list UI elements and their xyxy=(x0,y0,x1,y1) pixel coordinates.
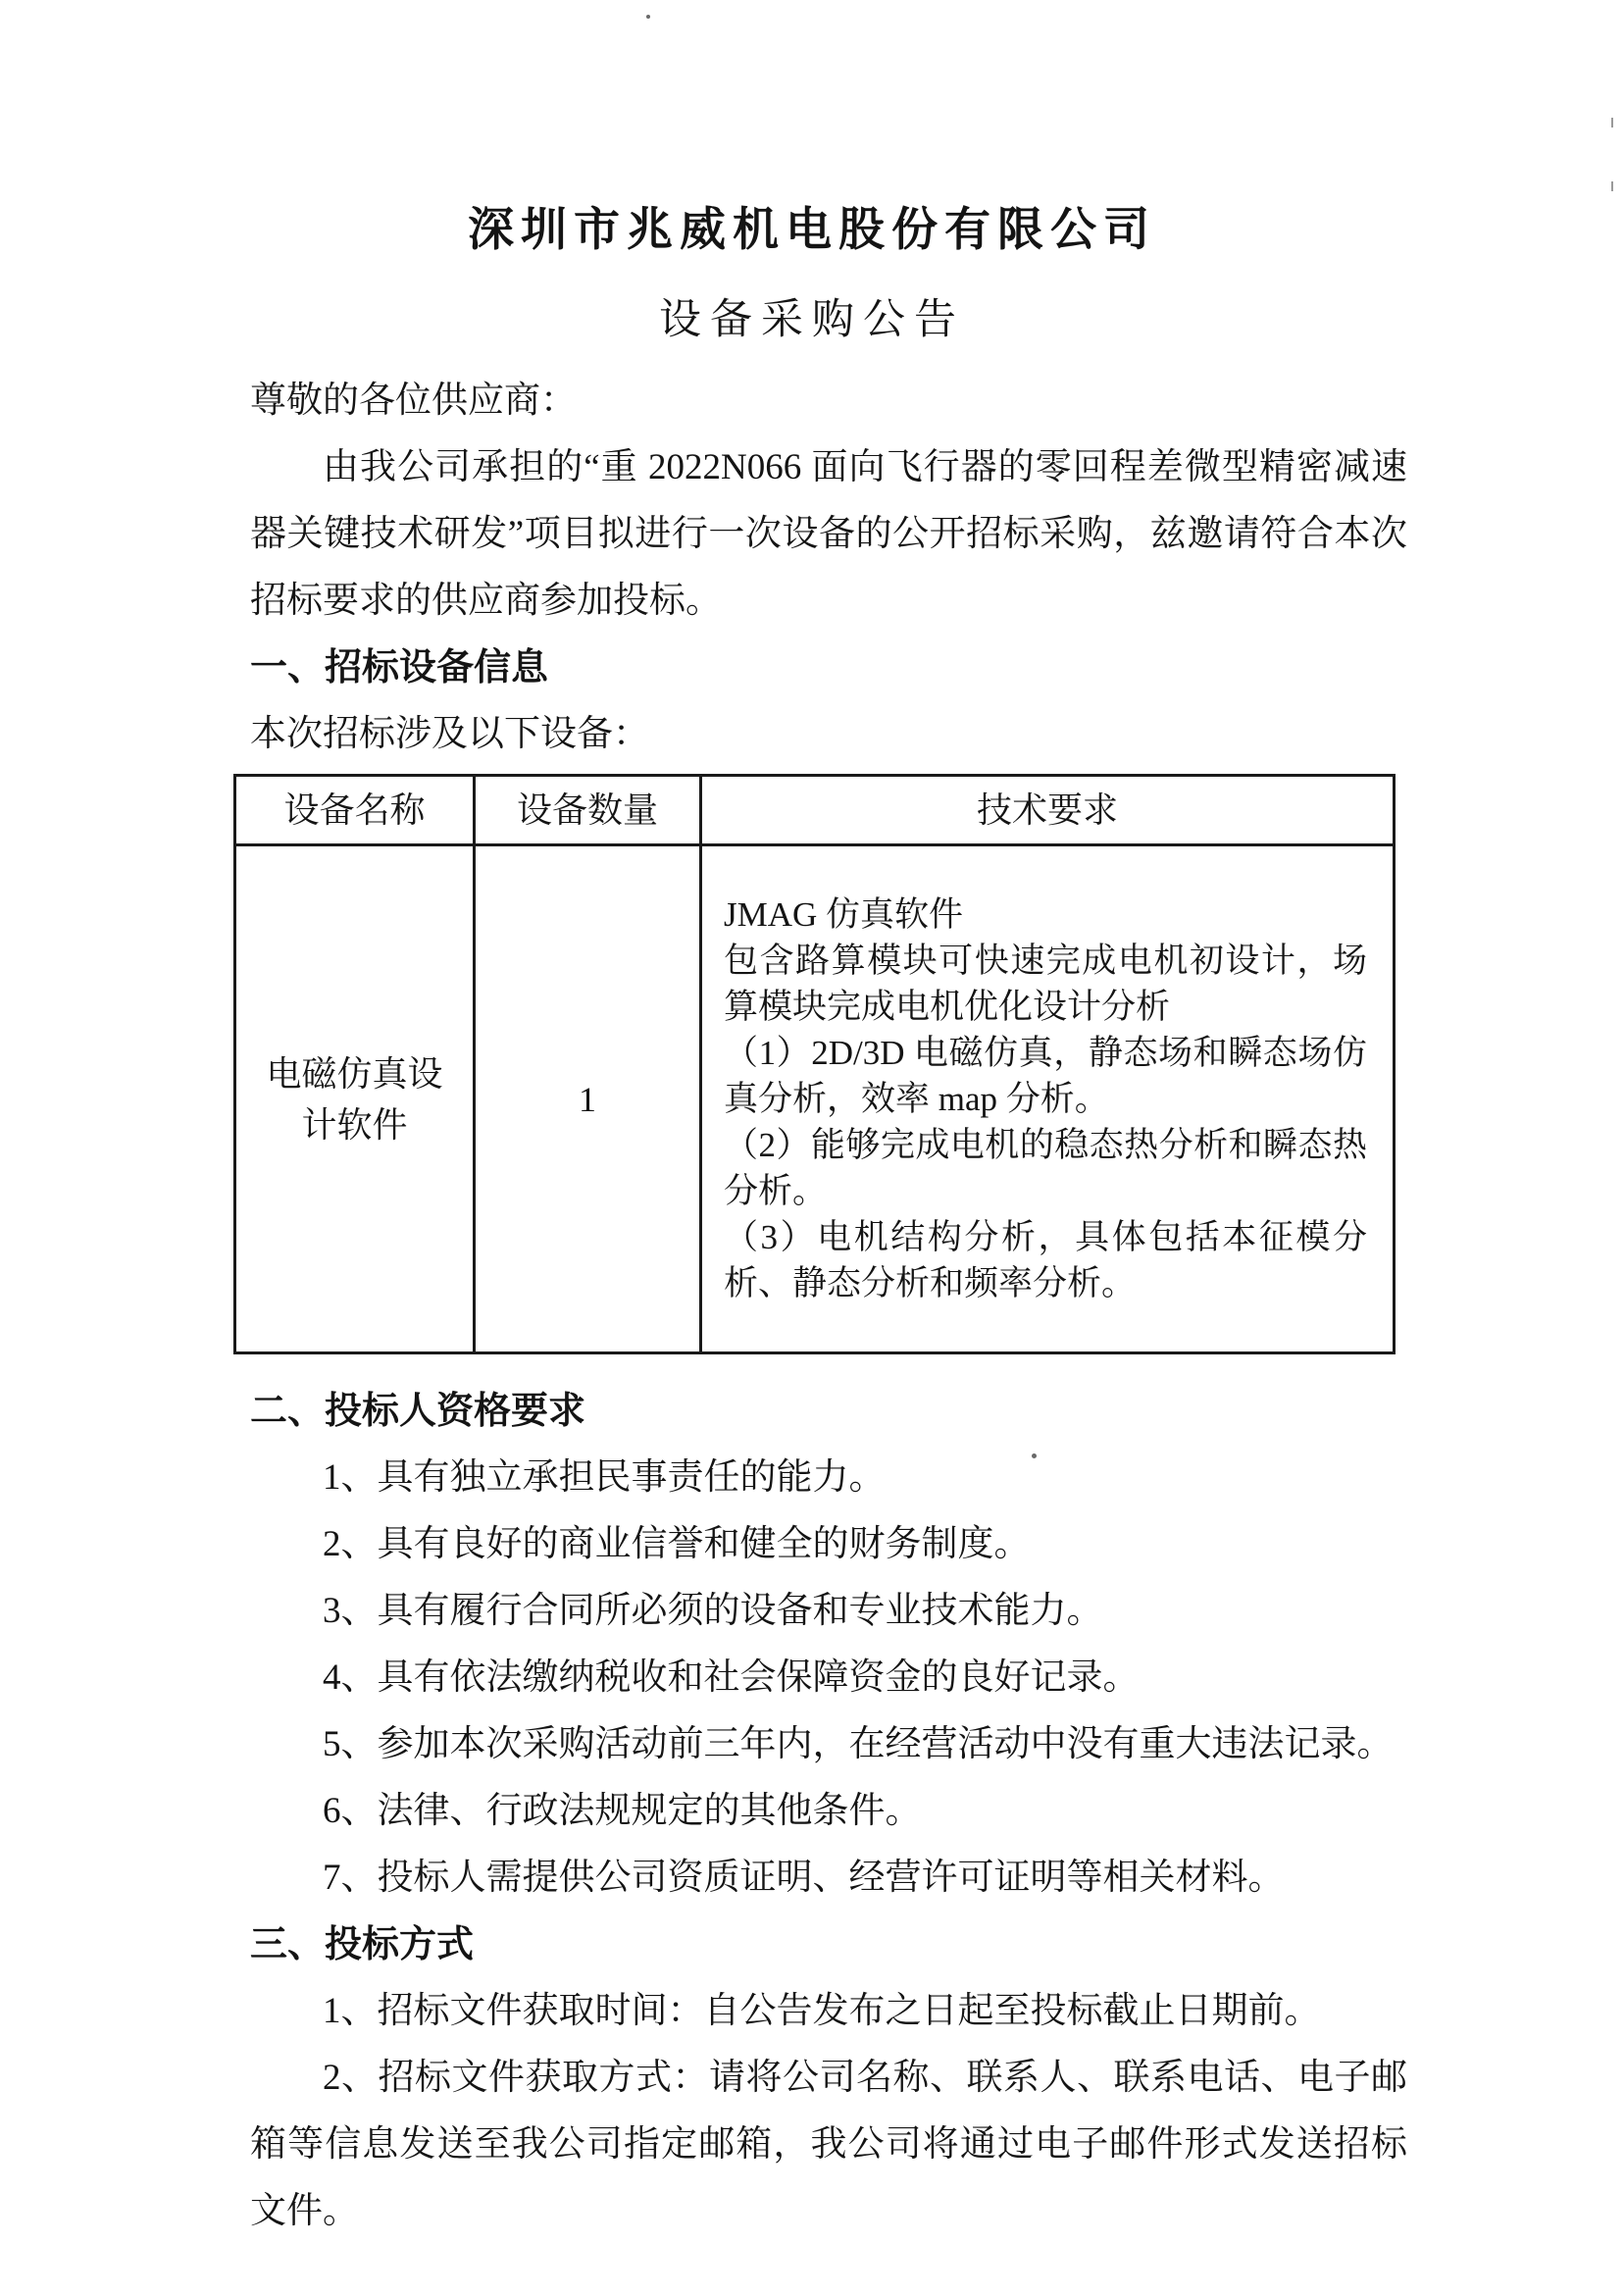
intro-paragraph: 由我公司承担的“重 2022N066 面向飞行器的零回程差微型精密减速器关键技术研发”项目拟进行一次设备的公开招标采购，兹邀请符合本次招标要求的供应商参加投标。 xyxy=(250,447,1407,621)
qualification-item-3: 3、具有履行合同所必须的设备和专业技术能力。 xyxy=(323,1591,1103,1631)
table-lead-text: 本次招标涉及以下设备： xyxy=(250,714,649,754)
equipment-name-cell: 电磁仿真设计软件 xyxy=(235,845,475,1353)
bidding-item-1: 1、招标文件获取时间：自公告发布之日起至投标截止日期前。 xyxy=(323,1991,1321,2031)
scan-speck xyxy=(646,15,650,19)
document-body xyxy=(250,348,1407,2245)
greeting-line: 尊敬的各位供应商： xyxy=(250,381,577,421)
tech-requirements-cell xyxy=(701,845,1395,1353)
equipment-qty-cell: 1 xyxy=(475,845,701,1353)
section-one-heading: 一、招标设备信息 xyxy=(250,647,549,688)
scan-edge-mark xyxy=(1611,181,1613,191)
section-two-heading: 二、投标人资格要求 xyxy=(250,1391,586,1432)
bidding-item-2: 2、招标文件获取方式：请将公司名称、联系人、联系电话、电子邮箱等信息发送至我公司指定邮箱，我公司将通过电子邮件形式发送招标文件。 xyxy=(250,2058,1407,2231)
qualification-item-2: 2、具有良好的商业信誉和健全的财务制度。 xyxy=(323,1524,1031,1564)
table-header-row xyxy=(235,776,1395,845)
qualification-item-7: 7、投标人需提供公司资质证明、经营许可证明等相关材料。 xyxy=(323,1858,1285,1898)
requirement-line: 包含路算模块可快速完成电机初设计，场算模块完成电机优化设计分析 xyxy=(724,942,1367,1026)
col-header-tech-requirements: 技术要求 xyxy=(701,776,1395,845)
requirement-line: JMAG 仿真软件 xyxy=(724,895,964,934)
qualification-item-1: 1、具有独立承担民事责任的能力。 xyxy=(323,1457,886,1498)
requirement-line: （3）电机结构分析，具体包括本征模分析、静态分析和频率分析。 xyxy=(724,1218,1367,1302)
table-row xyxy=(235,845,1395,1353)
qualification-item-4: 4、具有依法缴纳税收和社会保障资金的良好记录。 xyxy=(323,1657,1140,1698)
scan-edge-mark xyxy=(1611,118,1613,127)
company-title: 深圳市兆威机电股份有限公司 xyxy=(468,205,1156,256)
equipment-table xyxy=(233,774,1396,1354)
qualification-item-6: 6、法律、行政法规规定的其他条件。 xyxy=(323,1791,922,1831)
requirement-line: （1）2D/3D 电磁仿真，静态场和瞬态场仿真分析，效率 map 分析。 xyxy=(724,1034,1367,1118)
section-three-heading: 三、投标方式 xyxy=(250,1924,475,1965)
requirement-line: （2）能够完成电机的稳态热分析和瞬态热分析。 xyxy=(724,1126,1367,1210)
doc-subtitle: 设备采购公告 xyxy=(659,297,965,343)
qualification-item-5: 5、参加本次采购活动前三年内，在经营活动中没有重大违法记录。 xyxy=(323,1724,1394,1764)
col-header-equipment-name: 设备名称 xyxy=(235,776,475,845)
col-header-equipment-qty: 设备数量 xyxy=(475,776,701,845)
